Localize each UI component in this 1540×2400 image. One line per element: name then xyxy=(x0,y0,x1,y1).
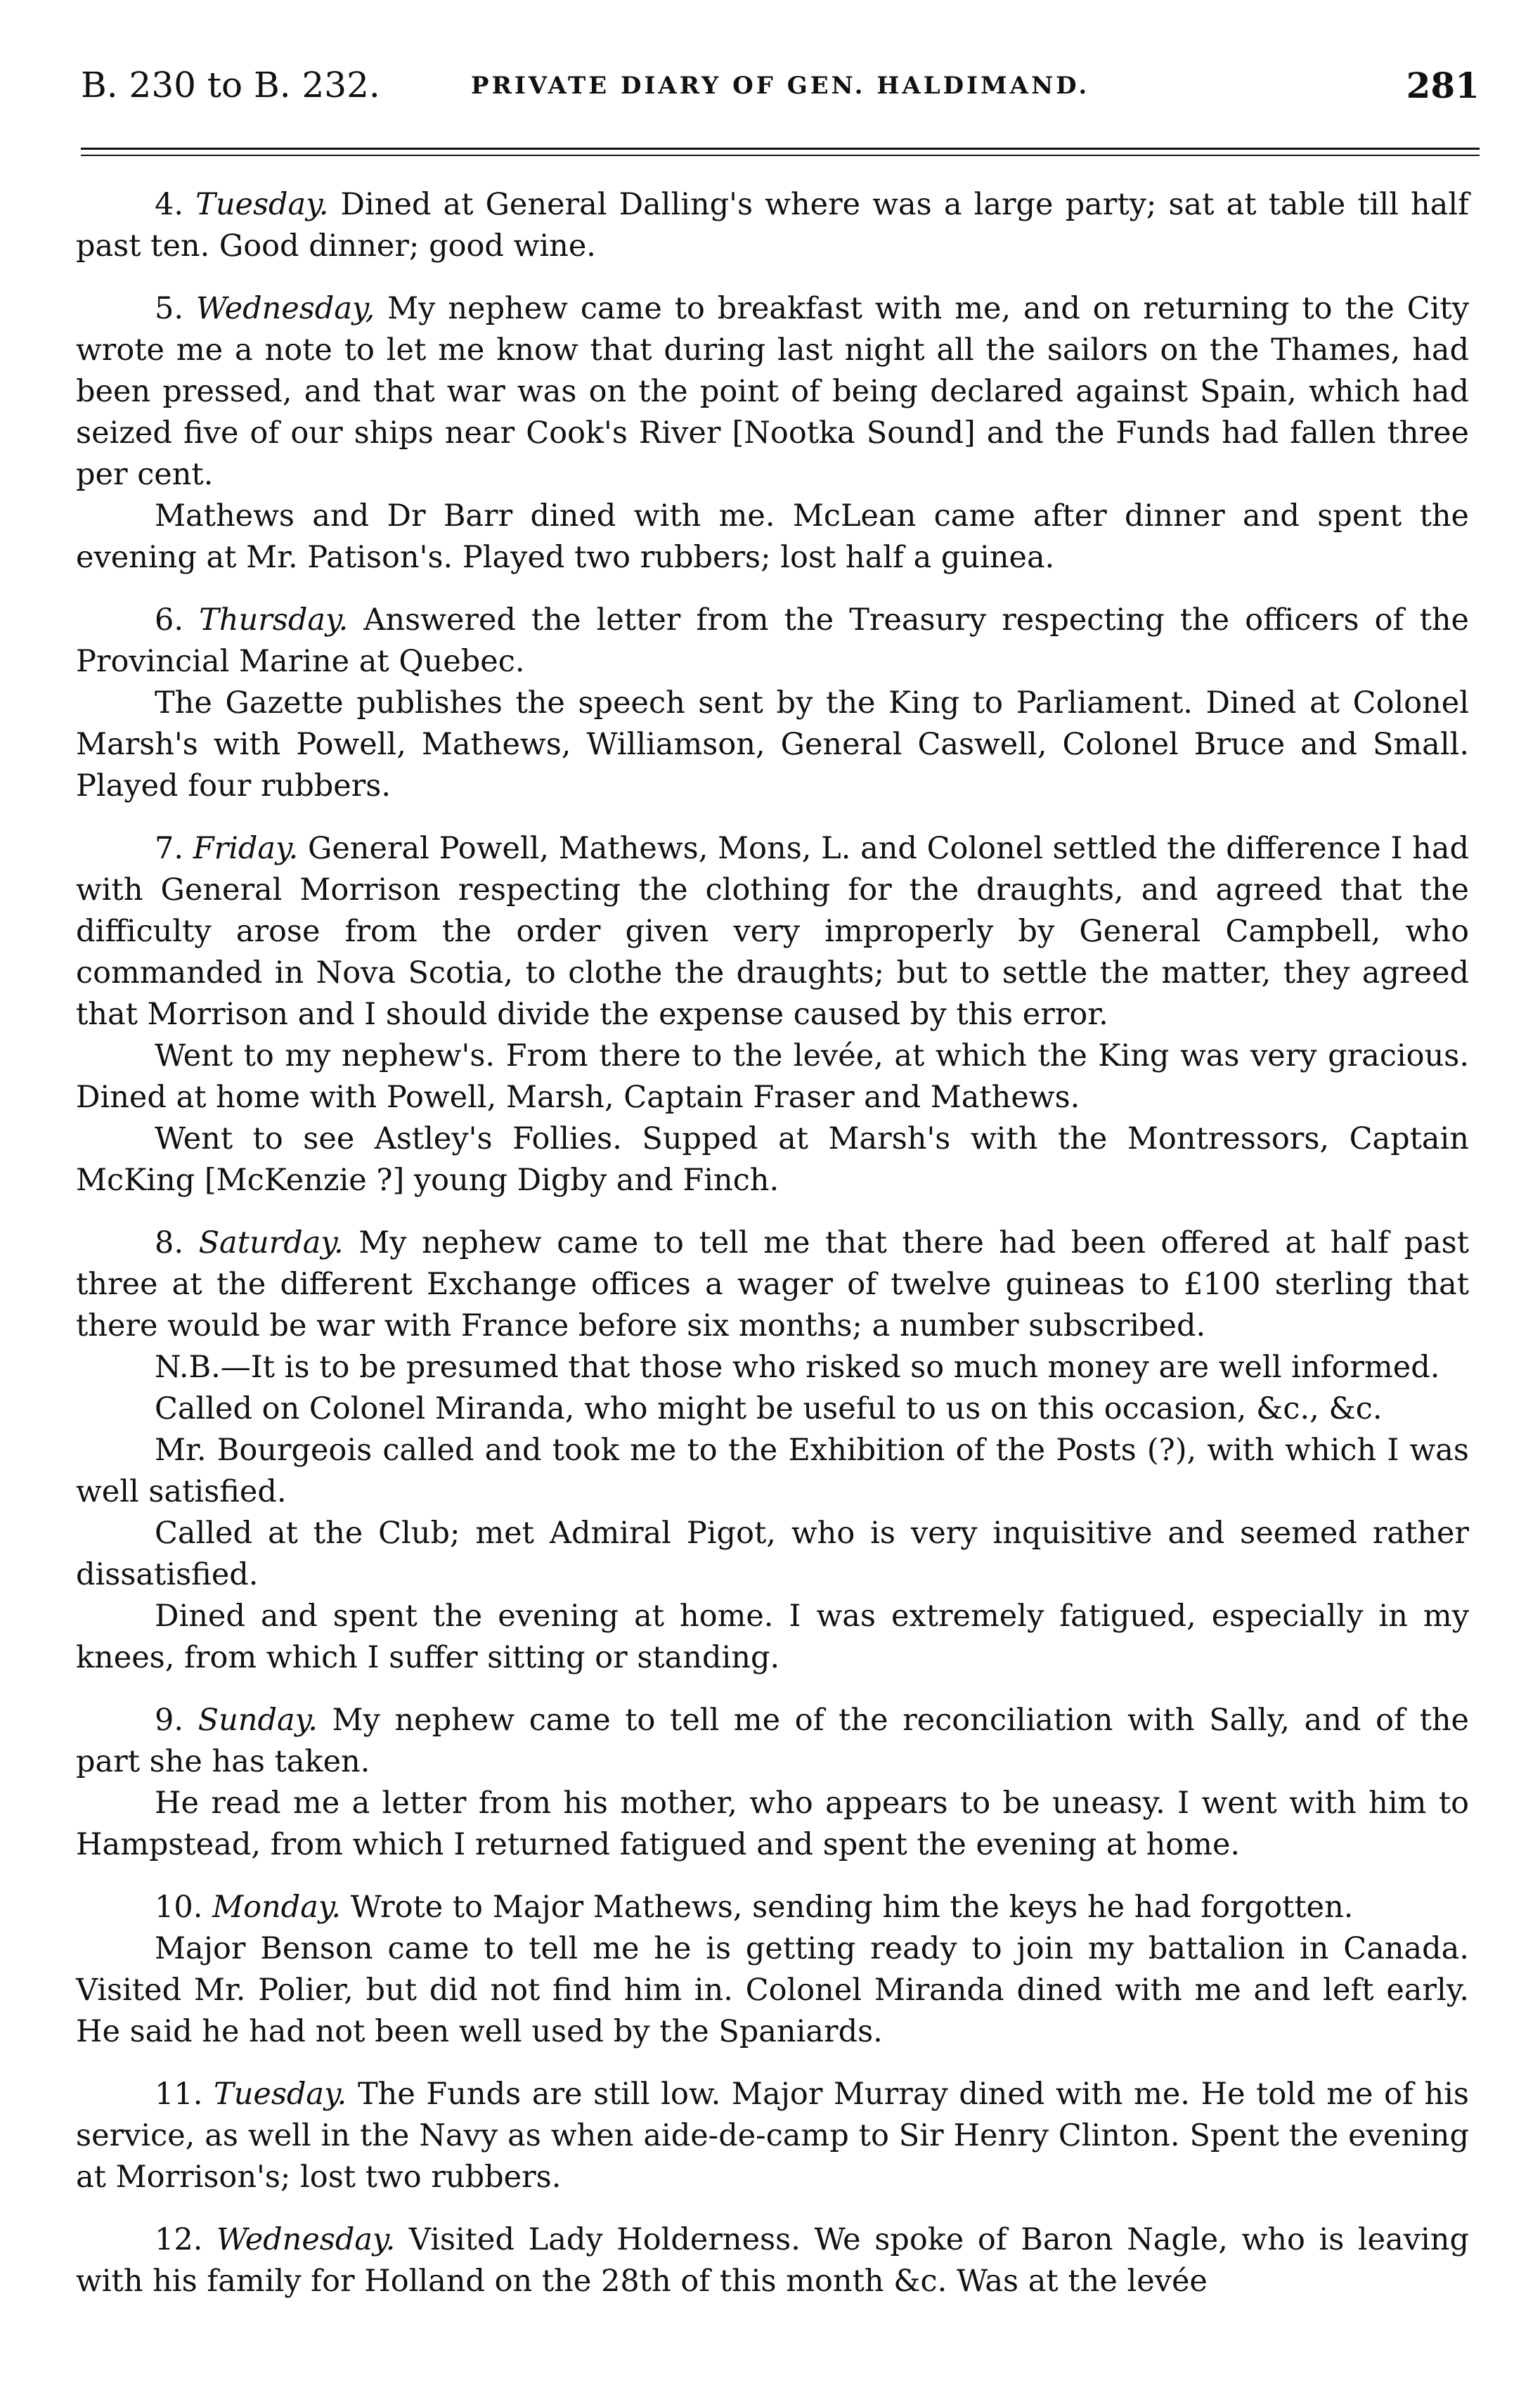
entry-weekday: Wednesday, xyxy=(195,291,375,326)
entry-first-paragraph xyxy=(76,1887,1469,1928)
entry-text: Went to see Astley's Follies. Supped at Marsh's with the Montressors, Captain McKing [McKenzie ?] young Digby and Finch. xyxy=(76,1121,1469,1198)
entry-paragraph xyxy=(76,1596,1469,1679)
diary-entry xyxy=(76,184,1469,267)
entry-day-number: 12. xyxy=(155,2222,216,2257)
entry-text: Major Benson came to tell me he is getting ready to join my battalion in Canada. Visited Mr. Polier, but did not find him in. Colonel Miranda dined with me and left early. He said he had not been well used by the Spaniards. xyxy=(76,1931,1469,2049)
diary-entry xyxy=(76,2219,1469,2302)
entry-text: General Powell, Mathews, Mons, L. and Colonel settled the difference I had with General Morrison respecting the clothing for the draughts, and agreed that the difficulty arose from the order given very improperly by General Campbell, who commanded in Nova Scotia, to clothe the draughts; but to settle the matter, they agreed that Morrison and I should divide the expense caused by this error. xyxy=(76,831,1469,1032)
entry-day-number: 7. xyxy=(155,831,193,866)
header-rule-secondary xyxy=(81,155,1480,156)
entry-day-number: 8. xyxy=(155,1225,199,1260)
entry-text: Visited Lady Holderness. We spoke of Baron Nagle, who is leaving with his family for Holland on the 28th of this month &c. Was at the levée xyxy=(76,2222,1469,2299)
entry-text: He read me a letter from his mother, who appears to be uneasy. I went with him to Hampstead, from which I returned fatigued and spent the evening at home. xyxy=(76,1786,1469,1862)
entry-text: N.B.—It is to be presumed that those who risked so much money are well informed. xyxy=(155,1350,1440,1385)
entry-day-number: 4. xyxy=(155,187,196,222)
entry-weekday: Friday. xyxy=(193,831,299,866)
entry-paragraph xyxy=(76,1928,1469,2053)
header-rule xyxy=(81,148,1480,150)
entry-paragraph xyxy=(76,1783,1469,1866)
entry-weekday: Saturday. xyxy=(198,1225,344,1260)
entry-paragraph xyxy=(76,496,1469,579)
entry-paragraph xyxy=(76,1036,1469,1118)
entry-paragraph xyxy=(76,1118,1469,1201)
entry-text: Called at the Club; met Admiral Pigot, who is very inquisitive and seemed rather dissatisfied. xyxy=(76,1516,1469,1592)
entry-weekday: Wednesday. xyxy=(216,2222,396,2257)
entry-weekday: Tuesday. xyxy=(195,187,329,222)
entry-text: My nephew came to tell me that there had been offered at half past three at the different Exchange offices a wager of twelve guineas to £100 sterling that there would be war with France before six months; a number subscribed. xyxy=(76,1225,1469,1343)
entry-paragraph xyxy=(76,1347,1469,1388)
diary-entry xyxy=(76,828,1469,1201)
entry-paragraph xyxy=(76,1430,1469,1513)
entry-day-number: 11. xyxy=(155,2077,214,2112)
entry-text: Wrote to Major Mathews, sending him the keys he had forgotten. xyxy=(341,1890,1354,1925)
entry-text: Called on Colonel Miranda, who might be useful to us on this occasion, &c., &c. xyxy=(155,1391,1383,1426)
entry-first-paragraph xyxy=(76,1700,1469,1783)
diary-entry xyxy=(76,1887,1469,2053)
section-range: B. 230 to B. 232. xyxy=(81,65,380,105)
entry-first-paragraph xyxy=(76,288,1469,496)
entry-text: Dined and spent the evening at home. I was extremely fatigued, especially in my knees, from which I suffer sitting or standing. xyxy=(76,1599,1469,1675)
entry-text: Mathews and Dr Barr dined with me. McLean came after dinner and spent the evening at Mr. Patison's. Played two rubbers; lost half a guinea. xyxy=(76,498,1469,575)
entry-day-number: 6. xyxy=(155,602,200,638)
entry-weekday: Tuesday. xyxy=(214,2077,347,2112)
diary-entry xyxy=(76,1222,1469,1679)
diary-body xyxy=(76,184,1469,2323)
entry-first-paragraph xyxy=(76,2219,1469,2302)
entry-first-paragraph xyxy=(76,2074,1469,2198)
entry-text: My nephew came to tell me of the reconciliation with Sally, and of the part she has taken. xyxy=(76,1703,1469,1779)
page-number: 281 xyxy=(1406,65,1480,106)
entry-day-number: 5. xyxy=(155,291,196,326)
entry-text: Went to my nephew's. From there to the levée, at which the King was very gracious. Dined at home with Powell, Marsh, Captain Fraser and Mathews. xyxy=(76,1038,1469,1115)
entry-day-number: 9. xyxy=(155,1703,198,1738)
entry-first-paragraph xyxy=(76,600,1469,683)
entry-paragraph xyxy=(76,683,1469,807)
diary-entry xyxy=(76,2074,1469,2198)
entry-text: Dined at General Dalling's where was a large party; sat at table till half past ten. Good dinner; good wine. xyxy=(76,187,1469,264)
diary-entry xyxy=(76,288,1469,579)
entry-first-paragraph xyxy=(76,184,1469,267)
diary-entry xyxy=(76,600,1469,807)
entry-text: Answered the letter from the Treasury respecting the officers of the Provincial Marine at Quebec. xyxy=(76,602,1469,679)
entry-text: The Gazette publishes the speech sent by the King to Parliament. Dined at Colonel Marsh's with Powell, Mathews, Williamson, General Caswell, Colonel Bruce and Small. Played four rubbers. xyxy=(76,685,1469,804)
diary-entry xyxy=(76,1700,1469,1866)
entry-text: My nephew came to breakfast with me, and on returning to the City wrote me a note to let me know that during last night all the sailors on the Thames, had been pressed, and that war was on the point of being declared against Spain, which had seized five of our ships near Cook's River [Nootka Sound] and the Funds had fallen three per cent. xyxy=(76,291,1469,492)
entry-weekday: Sunday. xyxy=(198,1703,318,1738)
entry-weekday: Thursday. xyxy=(199,602,349,638)
entry-first-paragraph xyxy=(76,1222,1469,1347)
entry-first-paragraph xyxy=(76,828,1469,1036)
entry-text: The Funds are still low. Major Murray dined with me. He told me of his service, as well in the Navy as when aide-de-camp to Sir Henry Clinton. Spent the evening at Morrison's; lost two rubbers. xyxy=(76,2077,1470,2195)
entry-paragraph xyxy=(76,1513,1469,1596)
entry-weekday: Monday. xyxy=(212,1890,342,1925)
entry-day-number: 10. xyxy=(155,1890,213,1925)
running-title: PRIVATE DIARY OF GEN. HALDIMAND. xyxy=(471,72,1090,100)
entry-text: Mr. Bourgeois called and took me to the Exhibition of the Posts (?), with which I was well satisfied. xyxy=(76,1433,1469,1509)
page-header xyxy=(81,65,1480,121)
entry-paragraph xyxy=(76,1388,1469,1430)
